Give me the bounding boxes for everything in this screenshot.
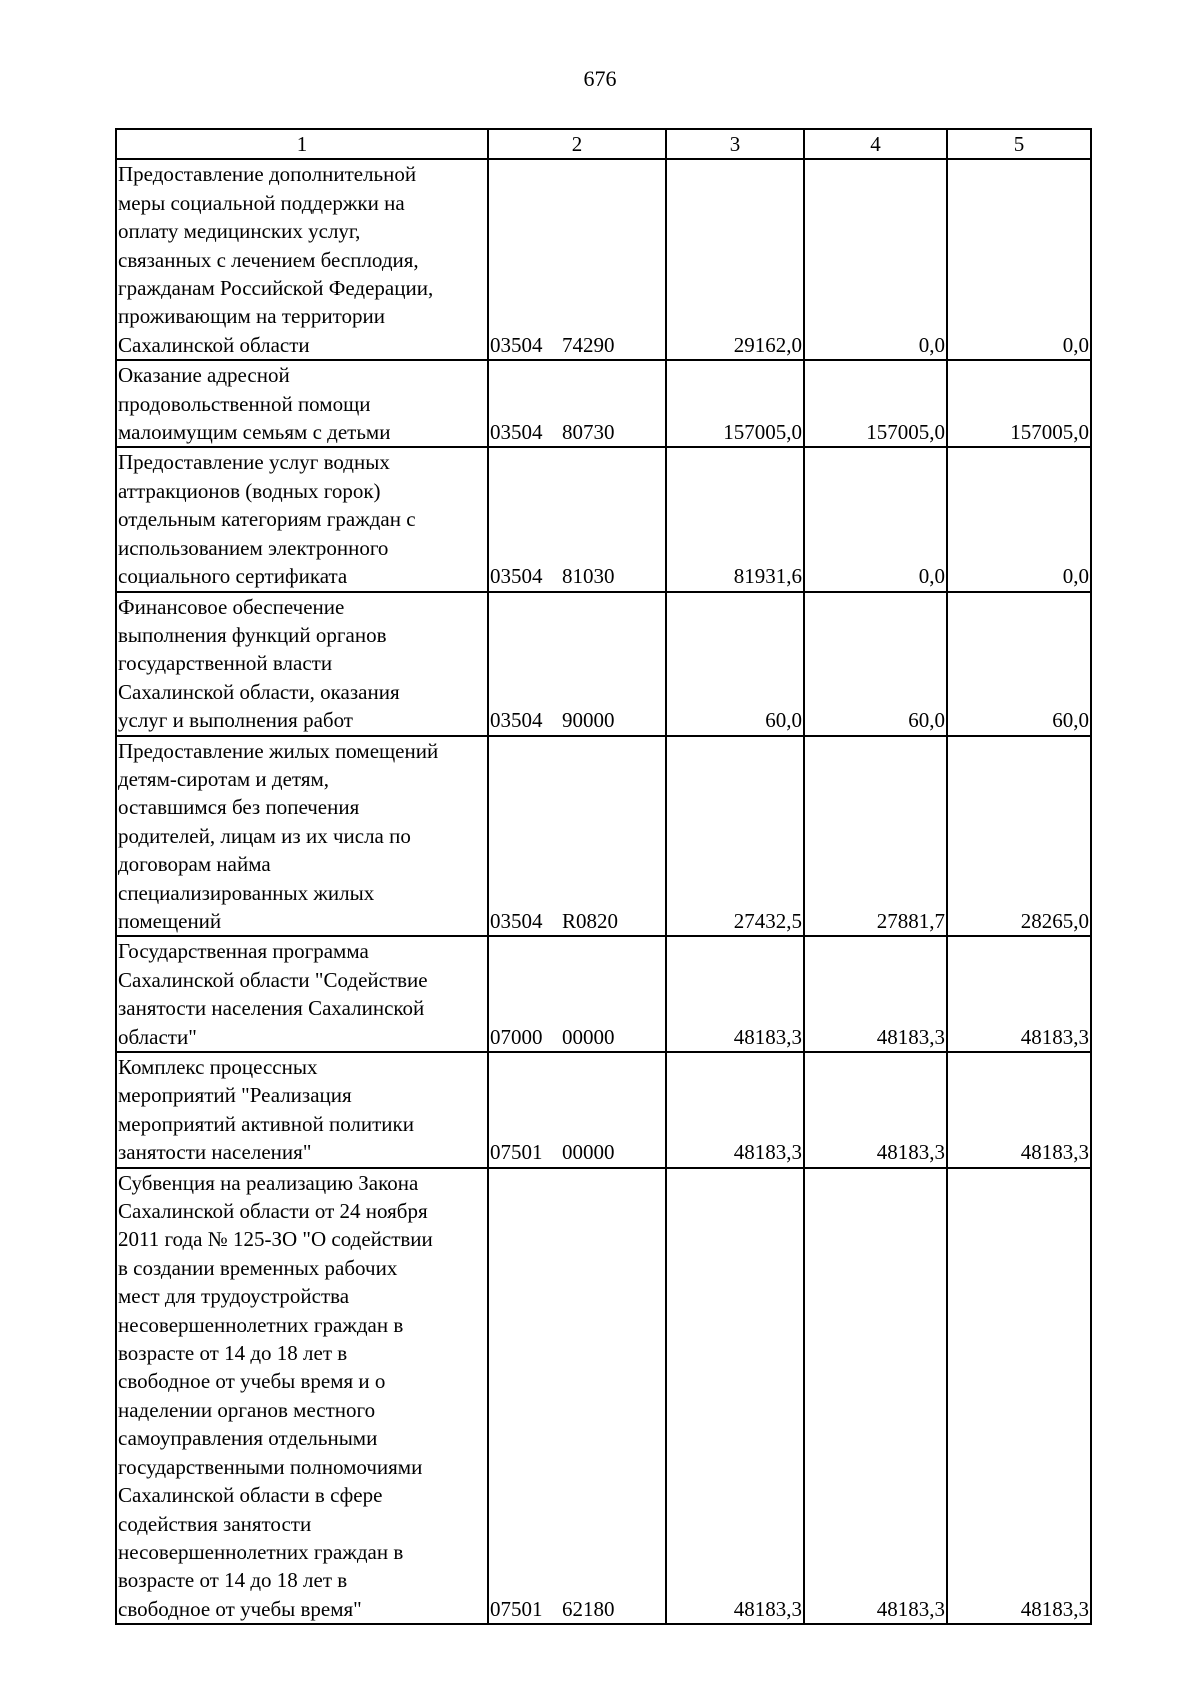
table-row bbox=[116, 736, 1091, 937]
row-name: Предоставление дополнительной меры социальной поддержки на оплату медицинских услуг, связанных с лечением бесплодия, гражданам Российской Федерации, проживающим на территории Сахалинской области bbox=[116, 159, 488, 360]
value-col5: 48183,3 bbox=[947, 1052, 1091, 1168]
code-program: 03504 bbox=[490, 420, 543, 445]
code-program: 07000 bbox=[490, 1024, 543, 1049]
code-program: 07501 bbox=[490, 1140, 543, 1165]
table-row bbox=[116, 360, 1091, 447]
row-code bbox=[488, 736, 666, 937]
table-row bbox=[116, 1168, 1091, 1625]
row-name: Предоставление жилых помещений детям-сиротам и детям, оставшимся без попечения родителей, лицам из их числа по договорам найма специализированных жилых помещений bbox=[116, 736, 488, 937]
code-direction: 74290 bbox=[562, 332, 615, 357]
code-program: 03504 bbox=[490, 708, 543, 733]
value-col3: 157005,0 bbox=[666, 360, 804, 447]
column-header: 5 bbox=[947, 129, 1091, 159]
code-direction: 00000 bbox=[562, 1140, 615, 1165]
row-name: Финансовое обеспечение выполнения функций органов государственной власти Сахалинской области, оказания услуг и выполнения работ bbox=[116, 592, 488, 736]
value-col4: 48183,3 bbox=[804, 1052, 947, 1168]
table-row bbox=[116, 447, 1091, 591]
code-direction: R0820 bbox=[562, 908, 619, 933]
column-header: 2 bbox=[488, 129, 666, 159]
table-row bbox=[116, 1052, 1091, 1168]
row-code bbox=[488, 447, 666, 591]
value-col4: 48183,3 bbox=[804, 1168, 947, 1625]
value-col3: 48183,3 bbox=[666, 1168, 804, 1625]
value-col4: 27881,7 bbox=[804, 736, 947, 937]
column-header: 4 bbox=[804, 129, 947, 159]
row-code bbox=[488, 360, 666, 447]
row-name: Предоставление услуг водных аттракционов (водных горок) отдельным категориям граждан с использованием электронного социального сертификата bbox=[116, 447, 488, 591]
code-direction: 81030 bbox=[562, 564, 615, 589]
row-code bbox=[488, 1052, 666, 1168]
row-code bbox=[488, 592, 666, 736]
code-direction: 00000 bbox=[562, 1024, 615, 1049]
code-program: 03504 bbox=[490, 564, 543, 589]
code-direction: 62180 bbox=[562, 1596, 615, 1621]
column-header: 1 bbox=[116, 129, 488, 159]
value-col5: 28265,0 bbox=[947, 736, 1091, 937]
table-header-row bbox=[116, 129, 1091, 159]
code-direction: 80730 bbox=[562, 420, 615, 445]
value-col5: 48183,3 bbox=[947, 1168, 1091, 1625]
value-col3: 60,0 bbox=[666, 592, 804, 736]
code-program: 03504 bbox=[490, 332, 543, 357]
code-direction: 90000 bbox=[562, 708, 615, 733]
page-number: 676 bbox=[583, 66, 617, 91]
value-col3: 29162,0 bbox=[666, 159, 804, 360]
value-col5: 0,0 bbox=[947, 447, 1091, 591]
row-name: Субвенция на реализацию Закона Сахалинской области от 24 ноября 2011 года № 125-ЗО "О содействии в создании временных рабочих мест для трудоустройства несовершеннолетних граждан в возрасте от 14 до 18 лет в свободное от учебы время и о наделении органов местного самоуправления отдельными государственными полномочиями Сахалинской области в сфере содействия занятости несовершеннолетних граждан в возрасте от 14 до 18 лет в свободное от учебы время" bbox=[116, 1168, 488, 1625]
value-col3: 48183,3 bbox=[666, 1052, 804, 1168]
value-col4: 0,0 bbox=[804, 447, 947, 591]
row-name: Оказание адресной продовольственной помощи малоимущим семьям с детьми bbox=[116, 360, 488, 447]
row-name: Государственная программа Сахалинской области "Содействие занятости населения Сахалинской области" bbox=[116, 936, 488, 1052]
table-row bbox=[116, 936, 1091, 1052]
value-col5: 60,0 bbox=[947, 592, 1091, 736]
row-name: Комплекс процессных мероприятий "Реализация мероприятий активной политики занятости населения" bbox=[116, 1052, 488, 1168]
value-col4: 48183,3 bbox=[804, 936, 947, 1052]
value-col5: 48183,3 bbox=[947, 936, 1091, 1052]
row-code bbox=[488, 1168, 666, 1625]
budget-table bbox=[115, 128, 1092, 1625]
code-program: 03504 bbox=[490, 908, 543, 933]
value-col4: 60,0 bbox=[804, 592, 947, 736]
row-code bbox=[488, 159, 666, 360]
value-col4: 0,0 bbox=[804, 159, 947, 360]
value-col3: 48183,3 bbox=[666, 936, 804, 1052]
table-row bbox=[116, 159, 1091, 360]
value-col5: 157005,0 bbox=[947, 360, 1091, 447]
value-col3: 27432,5 bbox=[666, 736, 804, 937]
table-row bbox=[116, 592, 1091, 736]
value-col5: 0,0 bbox=[947, 159, 1091, 360]
value-col3: 81931,6 bbox=[666, 447, 804, 591]
row-code bbox=[488, 936, 666, 1052]
value-col4: 157005,0 bbox=[804, 360, 947, 447]
code-program: 07501 bbox=[490, 1596, 543, 1621]
column-header: 3 bbox=[666, 129, 804, 159]
